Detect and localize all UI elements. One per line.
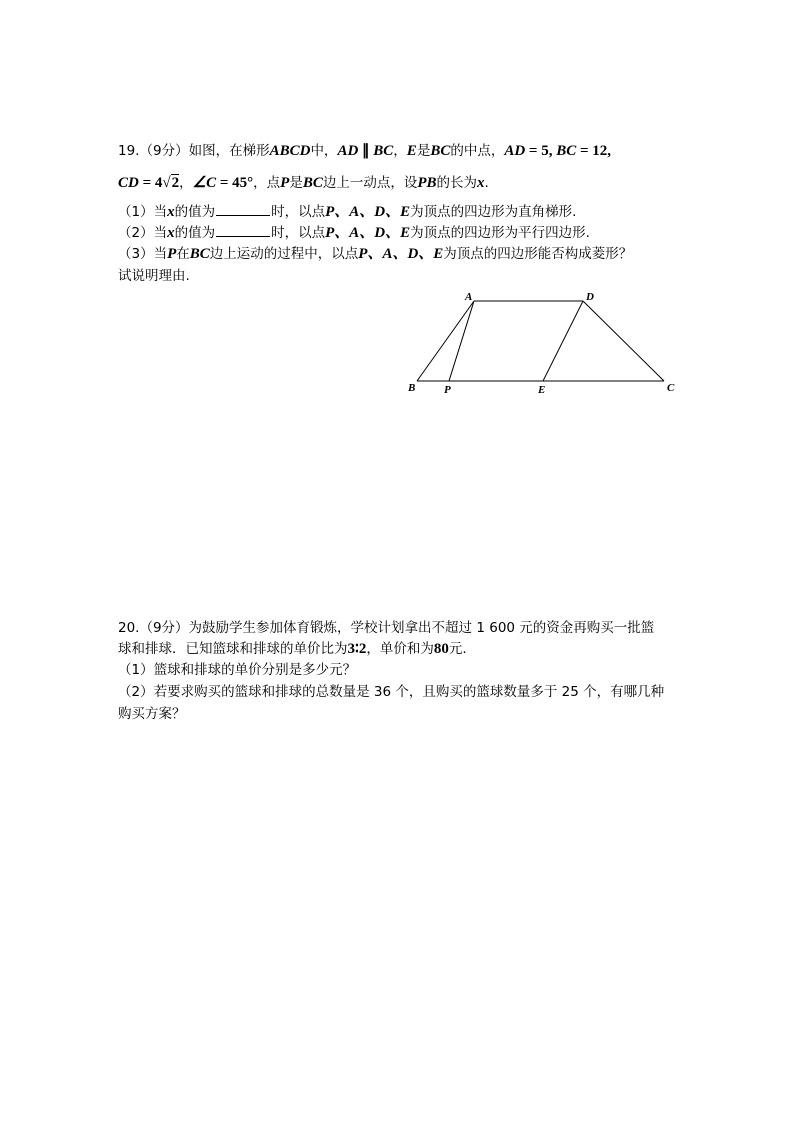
- text: ，点: [253, 175, 281, 191]
- math-AD: AD: [337, 143, 359, 159]
- math-x: x: [167, 204, 175, 220]
- segment-DC: [583, 301, 664, 381]
- q19-score: （9分）: [139, 143, 189, 159]
- math-eq: = 5,: [525, 143, 557, 159]
- q20-part2-line2: [118, 705, 186, 723]
- text: 时，以点: [271, 225, 326, 241]
- text: 边上运动的过程中，以点: [209, 246, 359, 262]
- label-P: P: [444, 384, 451, 396]
- math-P: P: [280, 175, 290, 191]
- sqrt-argument: 2: [171, 175, 180, 191]
- answer-blank-2[interactable]: [216, 224, 270, 237]
- q19-part1: [118, 203, 576, 221]
- text: 为顶点的四边形能否构成菱形？: [443, 246, 633, 262]
- q19-line1: [118, 142, 611, 160]
- q20-line2: [118, 640, 467, 658]
- math-BC: BC: [373, 143, 394, 159]
- text: 是: [416, 143, 431, 159]
- text: 为顶点的四边形为直角梯形.: [410, 204, 577, 220]
- q20-part1: [118, 661, 356, 679]
- text: ，: [179, 175, 193, 191]
- text: 试说明理由.: [118, 268, 190, 284]
- q19-line2: [118, 174, 489, 192]
- text: 20.（9分）为鼓励学生参加体育锻炼，学校计划拿出不超过 1 600 元的资金再购买一批篮: [118, 620, 655, 636]
- text: 购买方案？: [118, 706, 186, 722]
- text: 球和排球．已知篮球和排球的单价比为: [118, 641, 348, 657]
- q19-part3-line2: [118, 267, 190, 285]
- math-eq: = 4: [138, 175, 163, 191]
- segment-ED: [543, 301, 583, 381]
- segment-BA: [417, 301, 474, 381]
- text: 时，以点: [271, 204, 326, 220]
- math-eq: = 12,: [576, 143, 612, 159]
- text: （2）若要求购买的篮球和排球的总数量是 36 个，且购买的篮球数量多于 25 个，有哪几种: [118, 684, 665, 700]
- q19-part2: [118, 224, 590, 242]
- math-PB: PB: [417, 175, 437, 191]
- sqrt-symbol: √2: [162, 175, 180, 191]
- q20-part2-line1: [118, 683, 664, 701]
- text: 是: [289, 175, 303, 191]
- label-E: E: [538, 384, 546, 396]
- q19-number: 19.: [118, 143, 140, 159]
- q19-part3: [118, 245, 632, 263]
- math-x: x: [477, 175, 485, 191]
- label-D: D: [586, 291, 594, 303]
- math-ABCD: ABCD: [269, 143, 311, 159]
- math-eq: = 45°: [216, 175, 254, 191]
- math-E: E: [406, 143, 417, 159]
- text: （1）篮球和排球的单价分别是多少元？: [118, 662, 357, 678]
- label-C: C: [667, 382, 675, 394]
- math-points: P、A、D、E: [358, 246, 444, 262]
- parallel-symbol: ∥: [358, 143, 374, 159]
- math-BC: BC: [302, 175, 323, 191]
- text: 的中点，: [450, 143, 505, 159]
- math-AD: AD: [504, 143, 526, 159]
- text: ，单价和为: [366, 641, 434, 657]
- text: 如图，在梯形: [188, 143, 270, 159]
- math-angle-C: ∠C: [192, 175, 217, 191]
- text: 在: [176, 246, 190, 262]
- text: 元.: [448, 641, 467, 657]
- math-ratio: 3∶2: [347, 641, 367, 657]
- math-points: P、A、D、E: [325, 225, 411, 241]
- label-A: A: [465, 291, 473, 303]
- text: 为顶点的四边形为平行四边形.: [410, 225, 590, 241]
- text: 中，: [310, 143, 338, 159]
- q20-line1: [118, 619, 654, 637]
- text: 的长为: [436, 175, 477, 191]
- segment-PA: [449, 301, 474, 381]
- math-x: x: [167, 225, 175, 241]
- text: 的值为: [174, 225, 216, 241]
- math-P: P: [167, 246, 177, 262]
- math-BC: BC: [556, 143, 577, 159]
- text: .: [484, 175, 489, 191]
- math-BC: BC: [430, 143, 451, 159]
- text: （1）当: [118, 204, 168, 220]
- trapezoid-figure: [400, 285, 690, 400]
- math-points: P、A、D、E: [325, 204, 411, 220]
- math-sum: 80: [433, 641, 449, 657]
- label-B: B: [408, 382, 416, 394]
- answer-blank-1[interactable]: [216, 203, 270, 216]
- text: （3）当: [118, 246, 168, 262]
- text: （2）当: [118, 225, 168, 241]
- math-BC: BC: [189, 246, 210, 262]
- math-CD: CD: [118, 175, 139, 191]
- text: 边上一动点，设: [322, 175, 418, 191]
- text: ，: [393, 143, 407, 159]
- text: 的值为: [174, 204, 216, 220]
